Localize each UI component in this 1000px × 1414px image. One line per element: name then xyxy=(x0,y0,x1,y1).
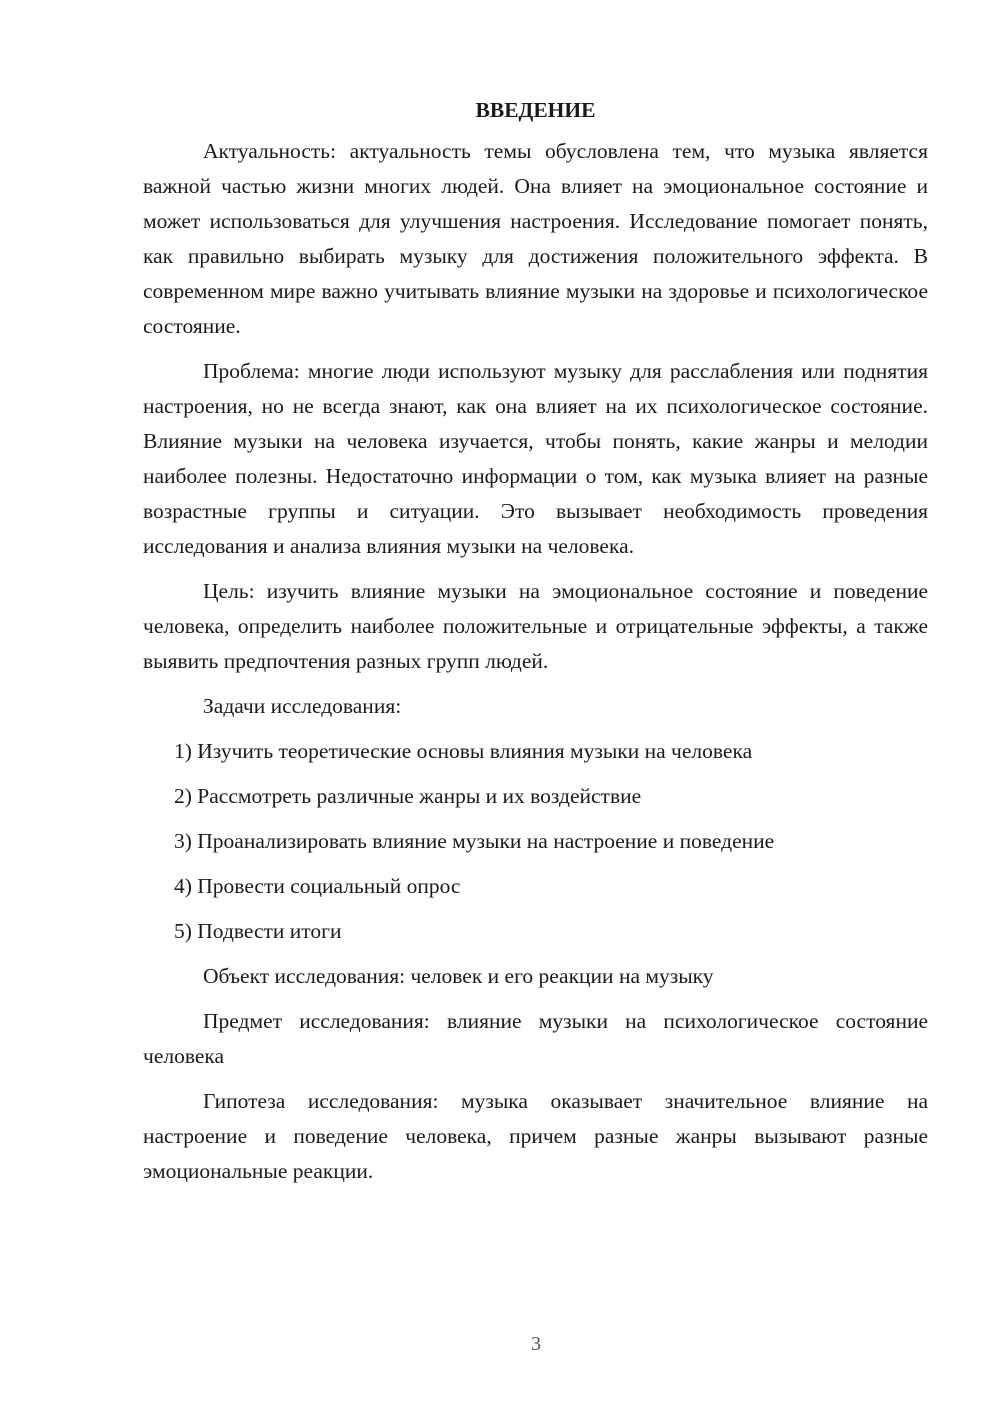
list-item: 5) Подвести итоги xyxy=(174,919,342,943)
subject-paragraph: Предмет исследования: влияние музыки на психологическое состояние человека xyxy=(143,1009,928,1068)
problem-paragraph: Проблема: многие люди используют музыку для расслабления или поднятия настроения, но не всегда знают, как она влияет на их психологическое состояние. Влияние музыки на человека изучается, чтобы понять, какие жанры и мелодии наиболее полезны. Недостаточно информации о том, как музыка влияет на разные возрастные группы и ситуации. Это вызывает необходимость проведения исследования и анализа влияния музыки на человека. xyxy=(143,359,928,558)
page-content xyxy=(143,96,928,1199)
list-item: 1) Изучить теоретические основы влияния музыки на человека xyxy=(174,739,753,763)
tasks-list xyxy=(143,734,928,949)
goal-paragraph: Цель: изучить влияние музыки на эмоциональное состояние и поведение человека, определить наиболее положительные и отрицательные эффекты, а также выявить предпочтения разных групп людей. xyxy=(143,579,928,673)
section-title: ВВЕДЕНИЕ xyxy=(475,98,596,122)
hypothesis-paragraph: Гипотеза исследования: музыка оказывает значительное влияние на настроение и поведение человека, причем разные жанры вызывают разные эмоциональные реакции. xyxy=(143,1089,928,1183)
tasks-heading: Задачи исследования: xyxy=(203,694,402,718)
page-number: 3 xyxy=(531,1333,541,1355)
list-item: 4) Провести социальный опрос xyxy=(174,874,461,898)
list-item: 2) Рассмотреть различные жанры и их воздействие xyxy=(174,784,642,808)
list-item: 3) Проанализировать влияние музыки на настроение и поведение xyxy=(174,829,775,853)
relevance-paragraph: Актуальность: актуальность темы обусловлена тем, что музыка является важной частью жизни многих людей. Она влияет на эмоциональное состояние и может использоваться для улучшения настроения. Исследование помогает понять, как правильно выбирать музыку для достижения положительного эффекта. В современном мире важно учитывать влияние музыки на здоровье и психологическое состояние. xyxy=(143,139,928,338)
object-line: Объект исследования: человек и его реакции на музыку xyxy=(203,964,714,988)
